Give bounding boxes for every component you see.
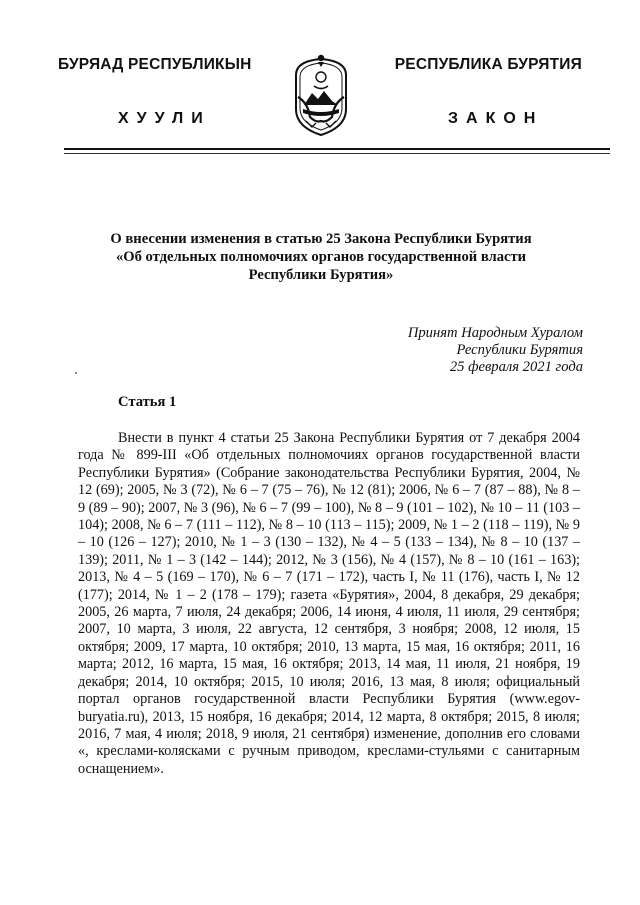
law-title-line: О внесении изменения в статью 25 Закона Республики Бурятия (110, 231, 532, 247)
buryatia-coat-of-arms-icon (290, 53, 352, 137)
header-divider-thick (64, 148, 610, 150)
adoption-note-line: Принят Народным Хуралом (407, 325, 583, 341)
law-title-line: «Об отдельных полномочиях органов государственной власти (115, 249, 527, 265)
header-divider-thin (64, 153, 610, 154)
header-word-khuuli: ХУУЛИ (118, 110, 211, 127)
header-title-buryat: БУРЯАД РЕСПУБЛИКЫН (58, 56, 252, 73)
adoption-note-date: 25 февраля 2021 года (449, 359, 583, 375)
adoption-note (408, 325, 583, 376)
header-word-zakon: ЗАКОН (448, 110, 544, 127)
adoption-note-line: Республики Бурятия (456, 342, 583, 358)
header-title-russian: РЕСПУБЛИКА БУРЯТИЯ (394, 56, 582, 73)
article-heading: Статья 1 (118, 394, 177, 410)
article-body: Внести в пункт 4 статьи 25 Закона Республики Бурятия от 7 декабря 2004 года № 899-III «Об отдельных полномочиях органов государственной власти Республики Бурятия» (Собрание законодательства Республики Бурятия, 2004, № 12 (69); 2005, № 3 (72), № 6 – 7 (75 – 76), № 12 (81); 2006, № 6 – 7 (87 – 88), № 8 – 9 (89 – 90); 2007, № 3 (96), № 6 – 7 (99 – 100), № 8 – 9 (101 – 102), № 10 – 11 (103 – 104); 2008, № 6 – 7 (111 – 112), № 8 – 10 (113 – 115); 2009, № 1 – 2 (118 – 119), № 9 – 10 (126 – 127); 2010, № 1 – 3 (130 – 132), № 4 – 5 (133 – 134), № 8 – 10 (137 – 139); 2011, № 1 – 3 (142 – 144); 2012, № 3 (156), № 4 (157), № 8 – 10 (161 – 163); 2013, № 4 – 5 (169 – 170), № 6 – 7 (171 – 172), часть I, № 11 (176), часть I, № 12 (177); 2014, № 1 – 2 (178 – 179); газета «Бурятия», 2004, 8 декабря, 29 декабря; 2005, 26 марта, 7 июля, 24 декабря; 2006, 14 июня, 4 июля, 11 июля, 29 сентября; 2007, 10 марта, 3 июля, 22 августа, 12 сентября, 3 ноября; 2008, 12 июля, 15 октября; 2009, 17 марта, 10 октября; 2010, 13 марта, 15 мая, 16 октября; 2011, 16 марта; 2012, 16 марта, 15 мая, 16 октября; 2013, 14 мая, 11 июля, 21 ноября, 19 декабря; 2014, 10 октября; 2015, 10 июля; 2016, 13 мая, 8 июля; официальный портал органов государственной власти Республики Бурятия (www.egov-buryatia.ru), 2013, 15 ноября, 16 декабря; 2014, 12 марта, 8 октября; 2015, 8 июля; 2016, 7 мая, 4 июля; 2018, 9 июля, 21 сентября) изменение, дополнив его словами «, креслами-колясками с ручным приводом, креслами-стульями с санитарным оснащением». (78, 430, 580, 777)
law-title (60, 230, 582, 284)
law-title-line: Республики Бурятия» (248, 267, 394, 283)
scan-speck (75, 372, 77, 374)
